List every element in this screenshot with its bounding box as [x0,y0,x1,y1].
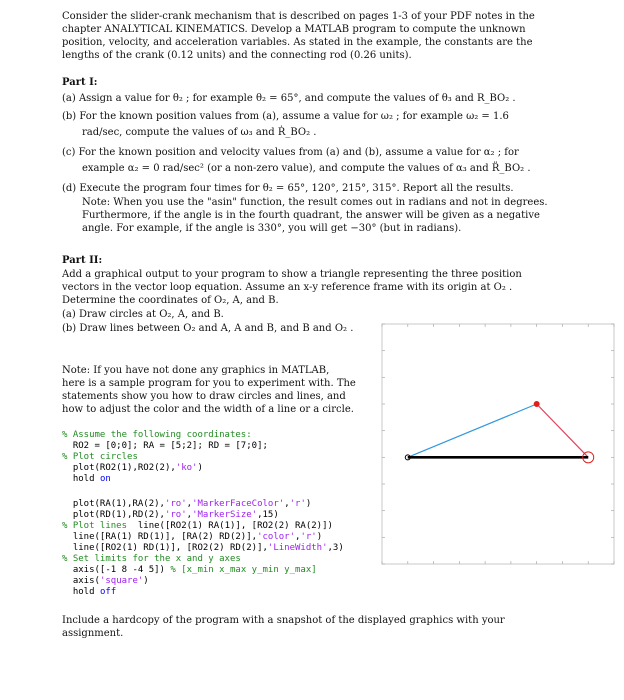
code-text: hold [62,474,100,484]
code-text: , [295,532,301,542]
note-block-line-2: here is a sample program for you to experiment with. The [62,378,356,389]
part1-item-a: (a) Assign a value for θ₂ ; for example θ₂ = 65°, and compute the values of θ₃ and R_BO₂ . [62,93,516,104]
part1-item-c-line1: (c) For the known position and velocity values from (a) and (b), assume a value for α₂ ; for [62,147,519,158]
code-string: 'r' [289,499,306,509]
part1-item-b-line2: rad/sec, compute the values of ω₃ and Ṙ_BO₂ . [82,127,317,138]
code-text: plot(RO2(1),RO2(2), [62,463,176,473]
code-text: plot(RD(1),RD(2), [62,510,165,520]
plot-frame [382,324,614,564]
part2-line-5: (b) Draw lines between O₂ and A, A and B, and B and O₂ . [62,323,354,334]
code-string: 'square' [99,576,144,586]
code-text: ,15) [257,510,279,520]
code-text: ) [197,463,203,473]
code-line-7 [62,510,279,521]
part1-note-line2: Furthermore, if the angle is in the fourth quadrant, the answer will be given as a negative [82,210,540,221]
code-string: 'ko' [175,463,198,473]
code-line-1 [62,430,252,441]
code-line-11 [62,554,241,565]
code-line-12 [62,565,317,576]
code-comment: % [x_min x_max y_min y_max] [170,565,317,575]
code-comment: % Plot lines [62,521,128,531]
code-line-2: RO2 = [0;0]; RA = [5;2]; RD = [7;0]; [62,441,268,451]
code-line-13 [62,576,149,587]
note-block-line-3: statements show you how to draw circles and lines, and [62,391,346,402]
code-keyword: off [99,587,117,597]
part2-line-3: Determine the coordinates of O₂, A, and B. [62,295,279,306]
code-text: axis( [62,576,100,586]
note-block-line-1: Note: If you have not done any graphics in MATLAB, [62,365,330,376]
code-text: , [284,499,290,509]
code-comment: % Set limits for the x and y axes [62,554,241,564]
intro-line-2: chapter ANALYTICAL KINEMATICS. Develop a MATLAB program to compute the unknown [62,24,526,35]
code-string: 'color' [257,532,296,542]
code-text: line([RO2(1) RA(1)], [RO2(2) RA(2)]) [127,521,333,531]
code-comment: % Assume the following coordinates: [62,430,252,440]
code-line-6 [62,499,311,510]
code-string: 'MarkerFaceColor' [192,499,285,509]
code-text: line([RA(1) RD(1)], [RA(2) RD(2)], [62,532,258,542]
part1-heading: Part I: [62,77,98,88]
marker-a [534,402,539,407]
code-string: 'LineWidth' [267,543,328,553]
matlab-plot [360,316,624,588]
code-text: hold [62,587,100,597]
code-line-14 [62,587,116,598]
code-text: ) [305,499,312,509]
code-text: , [186,510,193,520]
part2-heading: Part II: [62,255,103,266]
closing-line-2: assignment. [62,628,124,639]
code-line-3 [62,452,138,463]
code-string: 'ro' [164,499,187,509]
code-keyword: on [99,474,111,484]
code-line-4 [62,463,203,474]
code-line-10 [62,543,344,554]
code-text: plot(RA(1),RA(2), [62,499,165,509]
part1-item-b-line1: (b) For the known position values from (a), assume a value for ω₂ ; for example ω₂ = 1.6 [62,111,509,122]
code-line-9 [62,532,322,543]
part1-item-d: (d) Execute the program four times for θ₂ = 65°, 120°, 215°, 315°. Report all the results. [62,183,514,194]
code-comment: % Plot circles [62,452,138,462]
part1-item-c-line2: example α₂ = 0 rad/sec² (or a non-zero value), and compute the values of α₃ and R̈_BO₂ . [82,163,531,174]
part1-note-line1: Note: When you use the "asin" function, the result comes out in radians and not in degrees. [82,197,548,208]
code-line-5 [62,474,111,485]
intro-line-1: Consider the slider-crank mechanism that is described on pages 1-3 of your PDF notes in the [62,11,535,22]
closing-line-1: Include a hardcopy of the program with a snapshot of the displayed graphics with your [62,615,505,626]
intro-line-4: lengths of the crank (0.12 units) and the connecting rod (0.26 units). [62,50,412,61]
code-text: ,3) [327,543,344,553]
note-block-line-4: how to adjust the color and the width of a line or a circle. [62,404,354,415]
part2-line-2: vectors in the vector loop equation. Assume an x-y reference frame with its origin at O₂ . [62,282,513,293]
code-string: 'r' [300,532,317,542]
code-string: 'MarkerSize' [192,510,258,520]
code-text: line([RO2(1) RD(1)], [RO2(2) RD(2)], [62,543,268,553]
code-text: ) [316,532,323,542]
intro-line-3: position, velocity, and acceleration variables. As stated in the example, the constants are the [62,37,533,48]
code-text: , [186,499,193,509]
code-line-8 [62,521,333,532]
code-string: 'ro' [164,510,187,520]
code-text: axis([-1 8 -4 5]) [62,565,171,575]
plot-axes-box [382,324,614,564]
part1-note-line3: angle. For example, if the angle is 330°, you will get −30° (but in radians). [82,223,462,234]
code-text: ) [143,576,149,586]
part2-line-1: Add a graphical output to your program to show a triangle representing the three position [62,269,522,280]
part2-line-4: (a) Draw circles at O₂, A, and B. [62,309,224,320]
